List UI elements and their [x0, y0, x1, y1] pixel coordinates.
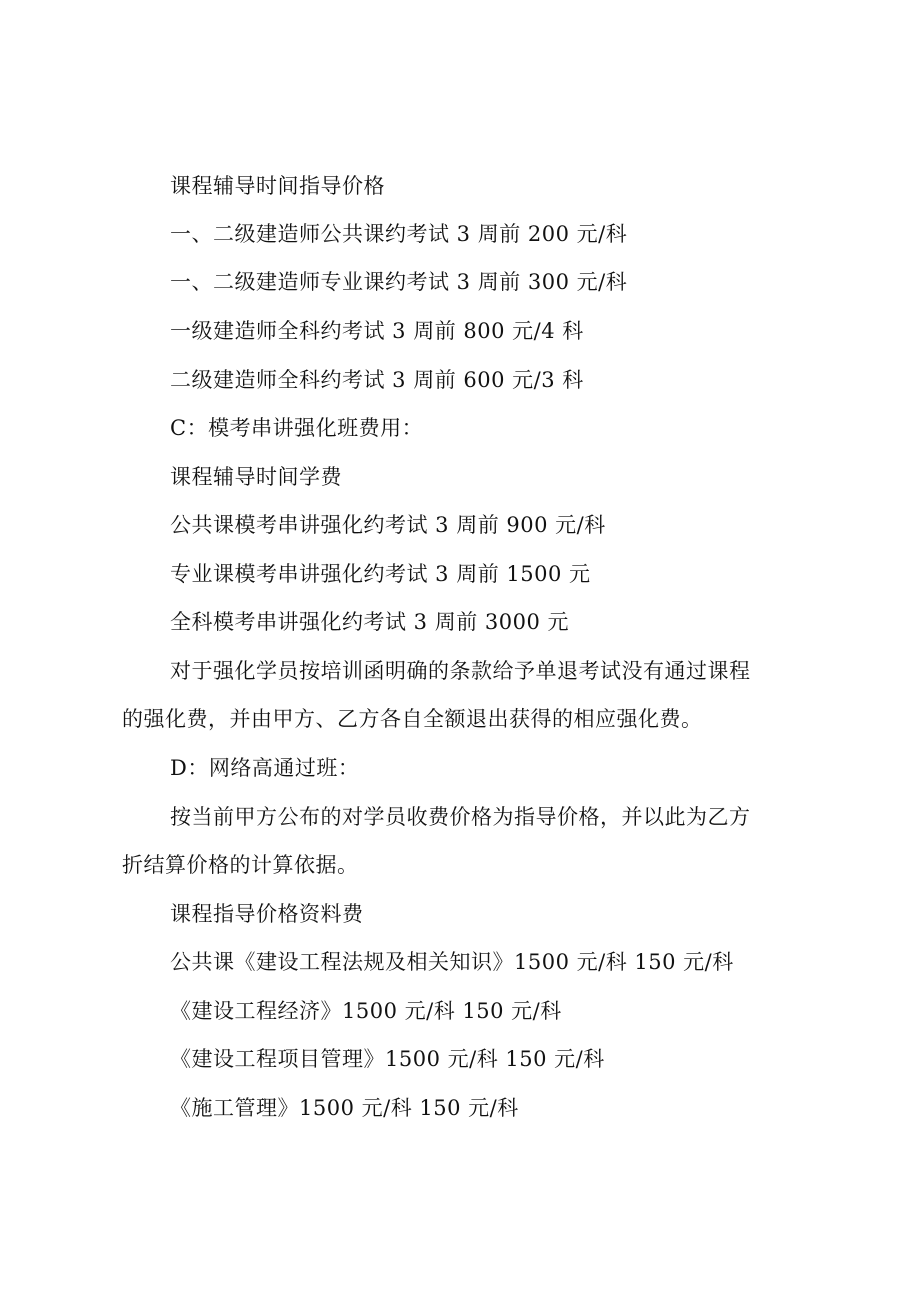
- text-line: 一、二级建造师专业课约考试 3 周前 300 元/科: [170, 270, 628, 294]
- paragraph-line: 对于强化学员按培训函明确的条款给予单退考试没有通过课程: [170, 659, 751, 683]
- text-line: 课程指导价格资料费: [170, 902, 364, 926]
- text-line: 《建设工程项目管理》1500 元/科 150 元/科: [170, 1047, 605, 1071]
- text-line: 公共课《建设工程法规及相关知识》1500 元/科 150 元/科: [170, 950, 734, 974]
- text-line: 全科模考串讲强化约考试 3 周前 3000 元: [170, 610, 570, 634]
- paragraph-line: 折结算价格的计算依据。: [122, 853, 359, 877]
- text-line: 一级建造师全科约考试 3 周前 800 元/4 科: [170, 319, 584, 343]
- text-line: 一、二级建造师公共课约考试 3 周前 200 元/科: [170, 222, 628, 246]
- text-line: 《建设工程经济》1500 元/科 150 元/科: [170, 999, 562, 1023]
- paragraph-line: 按当前甲方公布的对学员收费价格为指导价格，并以此为乙方: [170, 805, 751, 829]
- text-line: 《施工管理》1500 元/科 150 元/科: [170, 1096, 519, 1120]
- text-line: 专业课模考串讲强化约考试 3 周前 1500 元: [170, 562, 591, 586]
- text-line: 课程辅导时间指导价格: [170, 174, 385, 198]
- section-heading: D：网络高通过班：: [170, 756, 360, 780]
- text-line: 课程辅导时间学费: [170, 465, 342, 489]
- paragraph-line: 的强化费，并由甲方、乙方各自全额退出获得的相应强化费。: [122, 707, 703, 731]
- text-line: 公共课模考串讲强化约考试 3 周前 900 元/科: [170, 513, 606, 537]
- text-line: 二级建造师全科约考试 3 周前 600 元/3 科: [170, 368, 584, 392]
- section-heading: C：模考串讲强化班费用：: [170, 416, 424, 440]
